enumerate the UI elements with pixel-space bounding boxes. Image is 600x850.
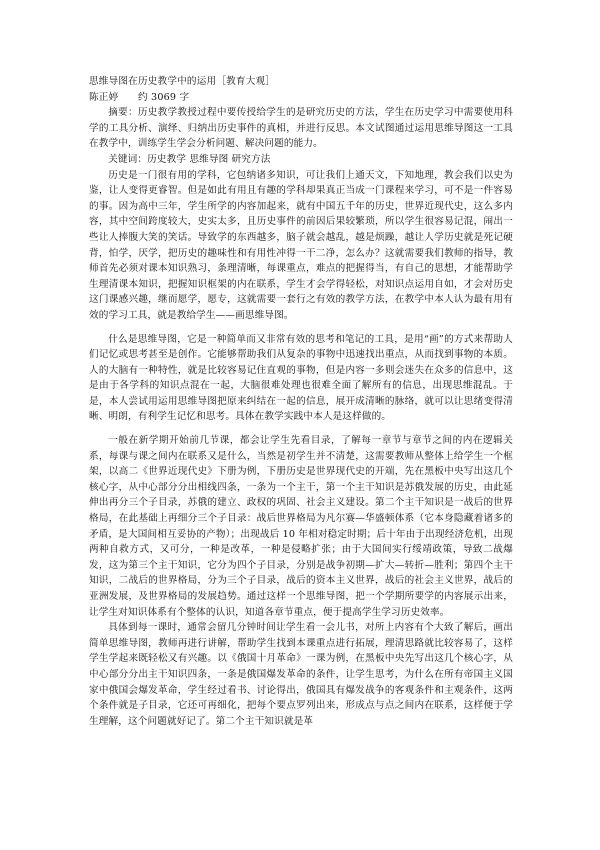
keywords: 关键词：历史教学 思维导图 研究方法 xyxy=(108,153,271,165)
body-paragraph-2: 什么是思维导图，它是一种简单而又非常有效的思考和笔记的工具，是用“画”的方式来帮助人们记忆或思考甚至是创作。它能够帮助我们从复杂的事物中迅速找出重点，从而找到事物的本质。人的大脑有一种特性，就是比较容易记住直观的事物，但是内容一多则会迷失在众多的信息中，这是由于各学科的知识点混在一起，大脑很难处理也很难全面了解所有的信息，出现思维混乱。于是，本人尝试用运用思维导图把原来纠结在一起的信息，展开成清晰的脉络，就可以让思绪变得清晰、明朗，有利学生记忆和思考。具体在教学实践中本人是这样做的。 xyxy=(89,333,513,423)
abstract: 摘要：历史教学教授过程中要传授给学生的是研究历史的方法，学生在历史学习中需要使用科学的工具分析、演绎、归纳出历史事件的真相，并进行反思。本文试图通过运用思维导图这一工具在教学中，训练学生学会分析问题、解决问题的能力。 xyxy=(89,107,513,150)
document-page xyxy=(89,74,513,729)
body-paragraph-3: 一般在新学期开始前几节课，都会让学生先看目录，了解每一章节与章节之间的内在逻辑关系，每课与课之间内在联系又是什么，当然是初学生并不清楚，这需要教师从整体上给学生一个框架，以高二《世界近现代史》下册为例，下册历史是世界现代史的开端，先在黑板中央写出这几个核心字，从中心部分分出相线四条，一条为一个主干，第一个主干知识是苏俄发展的历史，由此延伸出再分三个子目录，苏俄的建立、政权的巩固、社会主义建设。第二个主干知识是一战后的世界格局，在此基础上再细分三个子目录：战后世界格局为凡尔赛—华盛顿体系（它本身隐藏着诸多的矛盾，是大国间相互妥协的产物）；出现战后 10 年相对稳定时期；后十年由于出现经济危机，出现两种自救方式，又可分，一种是改革，一种是侵略扩张；由于大国间实行绥靖政策，导致二战爆发，这为第三个主干知识，它分为四个子目录，分别是战争初期—扩大—转折—胜利；第四个主干知识，二战后的世界格局，分为三个子目录，战后的资本主义世界，战后的社会主义世界，战后的亚洲发展，及世界格局的发展趋势。通过这样一个思维导图，把一个学期所要学的内容展示出来，让学生对知识体系有个整体的认识，知道各章节重点，便于提高学生学习历史效率。 xyxy=(89,435,513,618)
body-paragraph-1: 历史是一门很有用的学科，它包纳诸多知识，可让我们上通天文，下知地理，教会我们以史为鉴，让人变得更睿智。但是如此有用且有趣的学科却果真正当成一门课程来学习，可不是一件容易的事。因为高中三年，学生所学的内容加起来，就有中国五千年的历史，世界近现代史，这么多内容，其中空间跨度较大，史实太多，且历史事件的前因后果较繁琐，所以学生很容易记混，闹出一些让人捧腹大笑的笑话。导致学的东西越多，脑子就会越乱，越是烦躁，越让人学历史就是死记硬背，怕学，厌学，把历史的趣味性和有用性冲得一干二净，怎么办？这就需要我们教师的指导，教师首先必须对课本知识熟习，条理清晰，每课重点，难点的把握得当，有自己的思想，才能帮助学生理清课本知识，把握知识框架的内在联系，学生才会学得轻松，对知识点运用自如，才会对历史这门课感兴趣，继而愿学，愿专，这就需要一套行之有效的教学方法，在教学中本人认为最有用有效的学习工具，就是教给学生——画思维导图。 xyxy=(89,169,513,321)
body-paragraph-4: 具体到每一课时，通常会留几分钟时间让学生看一会儿书，对所上内容有个大致了解后，画出简单思维导图，教师再进行讲解，帮助学生找到本课重点进行拓展，理清思路就比较容易了，这样学生学起来既轻松又有兴趣。以《俄国十月革命》一课为例，在黑板中央先写出这几个核心字，从中心部分分出主干知识四条，一条是俄国爆发革命的条件，让学生思考，为什么在所有帝国主义国家中俄国会爆发革命，学生经过看书、讨论得出，俄国具有爆发战争的客观条件和主观条件，这两个条件就是子目录，它还可再细化，把每个要点罗列出来，形成点与点之间内在联系，这样便于学生理解，这个问题就好记了。第二个主干知识就是革 xyxy=(89,622,513,727)
document-title: 思维导图在历史教学中的运用［教育大观］ xyxy=(89,76,276,87)
author-line: 陈正婷 约 3069 字 xyxy=(89,91,190,103)
